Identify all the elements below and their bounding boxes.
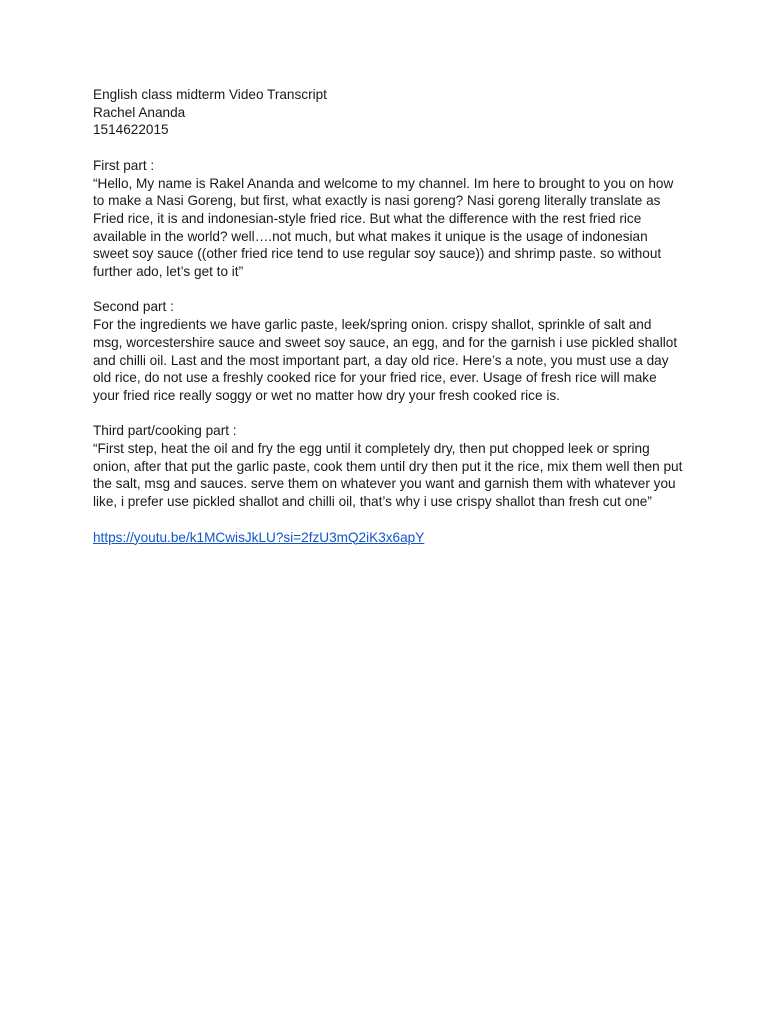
section-heading-third: Third part/cooking part : xyxy=(93,423,237,439)
section-body-first: “Hello, My name is Rakel Ananda and welcome to my channel. Im here to brought to you on how to make a Nasi Goreng, but first, what exactly is nasi goreng? Nasi goreng literally translate as Fried rice, it is and indonesian-style fried rice. But what the difference with the rest fried rice available in the world? well….not much, but what makes it unique is the usage of indonesian sweet soy sauce ((other fried rice tend to use regular soy sauce)) and shrimp paste. so without further ado, let’s get to it” xyxy=(93,175,674,280)
author-name: Rachel Ananda xyxy=(93,104,186,120)
spacer xyxy=(93,511,683,529)
document-title: English class midterm Video Transcript xyxy=(93,87,327,102)
section-heading-first: First part : xyxy=(93,157,155,173)
spacer xyxy=(93,281,683,299)
student-id: 1514622015 xyxy=(93,122,169,138)
section-body-second: For the ingredients we have garlic paste, leek/spring onion. crispy shallot, sprinkle of salt and msg, worcestershire sauce and sweet soy sauce, an egg, and for the garnish i use pickled shallot and chilli oil. Last and the most important part, a day old rice. Here’s a note, you must use a day old rice, do not use a freshly cooked rice for your fried rice, ever. Usage of fresh rice will make your fried rice really soggy or wet no matter how dry your fresh cooked rice is. xyxy=(93,317,678,403)
spacer xyxy=(93,405,683,423)
document-page xyxy=(93,86,683,546)
section-body-third: “First step, heat the oil and fry the egg until it completely dry, then put chopped leek or spring onion, after that put the garlic paste, cook them until dry then put it the rice, mix them well then put the salt, msg and sauces. serve them on whatever you want and garnish them with whatever you like, i prefer use pickled shallot and chilli oil, that’s why i use crispy shallot than fresh cut one” xyxy=(93,441,683,510)
section-heading-second: Second part : xyxy=(93,299,174,315)
spacer xyxy=(93,139,683,157)
youtube-link[interactable]: https://youtu.be/k1MCwisJkLU?si=2fzU3mQ2iK3x6apY xyxy=(93,529,425,545)
